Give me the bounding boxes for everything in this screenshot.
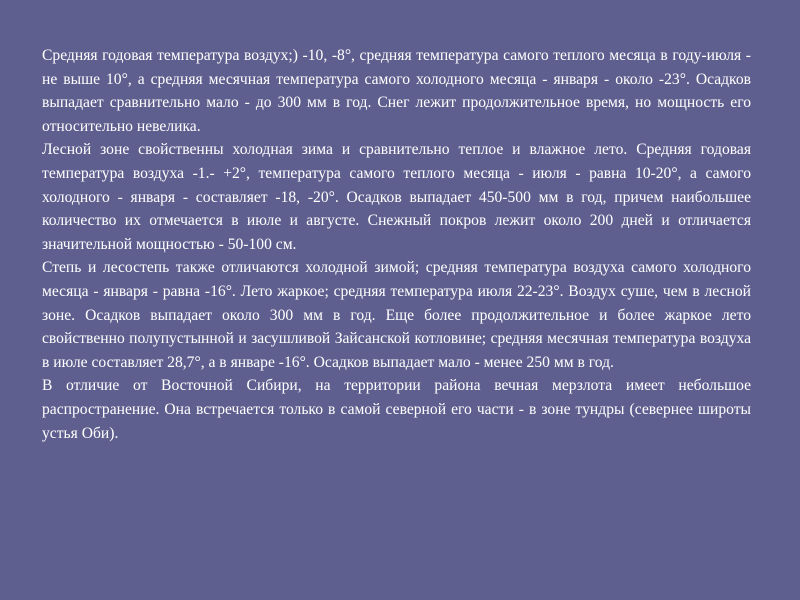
- paragraph-tundra-climate: Средняя годовая температура воздух;) -10, -8°, средняя температура самого теплого месяца в году-июля - не выше 10°, а средняя месячная температура самого холодного месяца - января - около -23°. Осадков выпадает сравнительно мало - до 300 мм в год. Снег лежит продолжительное время, но мощность его относительно невелика.: [42, 47, 751, 135]
- paragraph-permafrost: В отличие от Восточной Сибири, на территории района вечная мерзлота имеет небольшое распространение. Она встречается только в самой северной его части - в зоне тундры (севернее широты устья Оби).: [42, 377, 751, 442]
- paragraph-forest-zone-climate: Лесной зоне свойственны холодная зима и сравнительно теплое и влажное лето. Средняя годовая температура воздуха -1.- +2°, температура самого теплого месяца - июля - равна 10-20°, а самого холодного - января - составляет -18, -20°. Осадков выпадает 450-500 мм в год, причем наибольшее количество их отмечается в июле и августе. Снежный покров лежит около 200 дней и отличается значительной мощностью - 50-100 см.: [42, 141, 751, 253]
- paragraph-steppe-climate: Степь и лесостепь также отличаются холодной зимой; средняя температура воздуха самого холодного месяца - января - равна -16°. Лето жаркое; средняя температура июля 22-23°. Воздух суше, чем в лесной зоне. Осадков выпадает около 300 мм в год. Еще более продолжительное и более жаркое лето свойственно полупустынной и засушливой Зайсанской котловине; средняя месячная температура воздуха в июле составляет 28,7°, а в январе -16°. Осадков выпадает мало - менее 250 мм в год.: [42, 259, 751, 371]
- slide-text-block: [42, 44, 751, 445]
